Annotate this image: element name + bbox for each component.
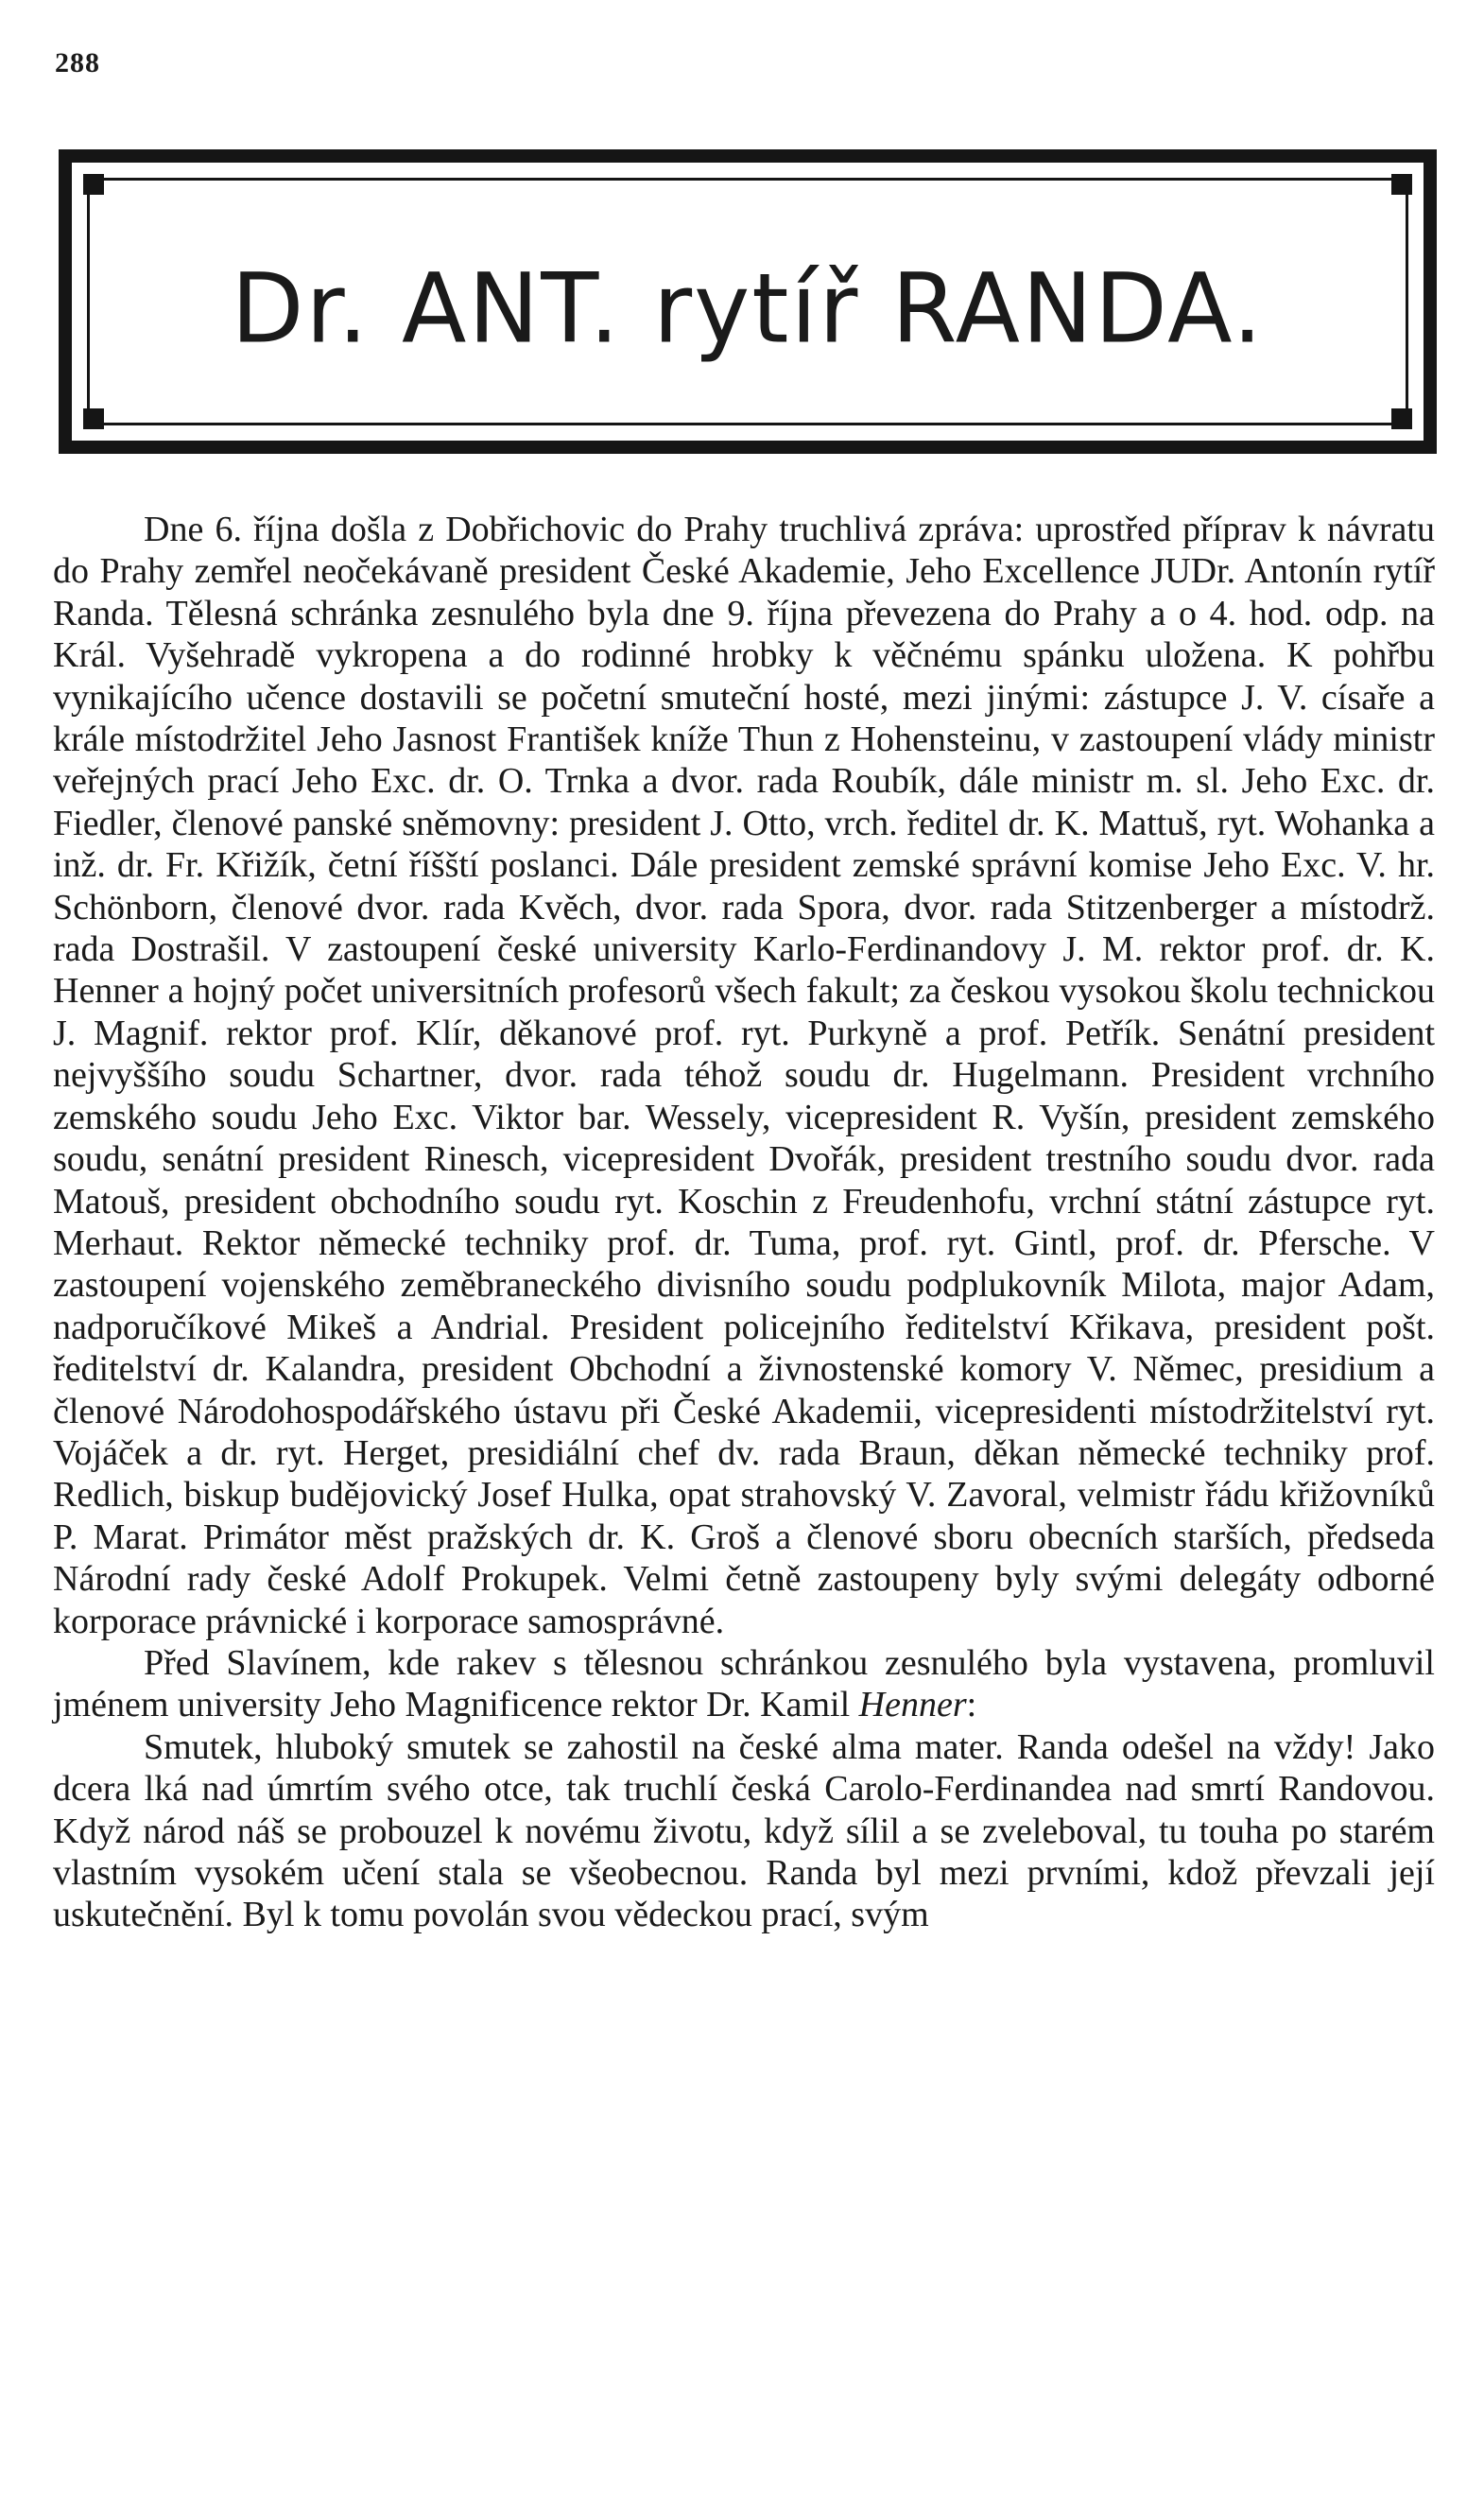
speaker-name: Henner — [858, 1685, 967, 1725]
frame-corner-ornament — [83, 408, 104, 429]
frame-corner-ornament — [1391, 408, 1412, 429]
speech-intro-tail: : — [966, 1685, 977, 1725]
page-number: 288 — [55, 47, 100, 78]
frame-corner-ornament — [1391, 174, 1412, 195]
paragraph-speech-intro — [53, 1642, 1435, 1726]
page-title: Dr. ANT. rytíř RANDA. — [231, 251, 1265, 366]
title-frame — [59, 149, 1437, 454]
article-body — [53, 509, 1435, 1936]
speech-intro-text: Před Slavínem, kde rakev s tělesnou schránkou zesnulého byla vystavena, promluvil jménem university Jeho Magnificence rektor Dr. Kamil — [53, 1642, 1435, 1725]
frame-corner-ornament — [83, 174, 104, 195]
paragraph-speech: Smutek, hluboký smutek se zahostil na české alma mater. Randa odešel na vždy! Jako dcera lká nad úmrtím svého otce, tak truchlí česká Carolo-Ferdinandea nad smrtí Randovou. Když národ náš se probouzel k novému životu, když sílil a se zveleboval, tu touha po starém vlastním vysokém učení stala se všeobecnou. Randa byl mezi prvními, kdož převzali její uskutečnění. Byl k tomu povolán svou vědeckou prací, svým — [53, 1726, 1435, 1935]
paragraph-funeral-report: Dne 6. října došla z Dobřichovic do Prahy truchlivá zpráva: uprostřed příprav k návratu do Prahy zemřel neočekávaně president České Akademie, Jeho Excellence JUDr. Antonín rytíř Randa. Tělesná schránka zesnulého byla dne 9. října převezena do Prahy a o 4. hod. odp. na Král. Vyšehradě vykropena a do rodinné hrobky k věčnému spánku uložena. K pohřbu vynikajícího učence dostavili se početní smuteční hosté, mezi jinými: zástupce J. V. císaře a krále místodržitel Jeho Jasnost František kníže Thun z Hohensteinu, v zastoupení vlády ministr veřejných prací Jeho Exc. dr. O. Trnka a dvor. rada Roubík, dále ministr m. sl. Jeho Exc. dr. Fiedler, členové panské sněmovny: president J. Otto, vrch. ředitel dr. K. Mattuš, ryt. Wohanka a inž. dr. Fr. Křižík, četní říšští poslanci. Dále president zemské správní komise Jeho Exc. V. hr. Schönborn, členové dvor. rada Kvěch, dvor. rada Spora, dvor. rada Stitzenberger a místodrž. rada Dostrašil. V zastoupení české university Karlo-Ferdinandovy J. M. rektor prof. dr. K. Henner a hojný počet universitních profesorů všech fakult; za českou vysokou školu technickou J. Magnif. rektor prof. Klír, děkanové prof. ryt. Purkyně a prof. Petřík. Senátní president nejvyššího soudu Schartner, dvor. rada téhož soudu dr. Hugelmann. President vrchního zemského soudu Jeho Exc. Viktor bar. Wessely, vicepresident R. Vyšín, president zemského soudu, senátní president Rinesch, vicepresident Dvořák, president trestního soudu dvor. rada Matouš, president obchodního soudu ryt. Koschin z Freudenhofu, vrchní státní zástupce ryt. Merhaut. Rektor německé techniky prof. dr. Tuma, prof. ryt. Gintl, prof. dr. Pfersche. V zastoupení vojenského zeměbraneckého divisního soudu podplukovník Milota, major Adam, nadporučíkové Mikeš a Andrial. President policejního ředitelství Křikava, president pošt. ředitelství dr. Kalandra, president Obchodní a živnostenské komory V. Němec, presidium a členové Národohospodářského ústavu při České Akademii, vicepresidenti místodržitelství ryt. Vojáček a dr. ryt. Herget, presidiální chef dv. rada Braun, děkan německé techniky prof. Redlich, biskup budějovický Josef Hulka, opat strahovský V. Zavoral, velmistr řádu křižovníků P. Marat. Primátor měst pražských dr. K. Groš a členové sboru obecních starších, předseda Národní rady české Adolf Prokupek. Velmi četně zastoupeny byly svými delegáty odborné korporace právnické i korporace samosprávné. — [53, 510, 1435, 1641]
